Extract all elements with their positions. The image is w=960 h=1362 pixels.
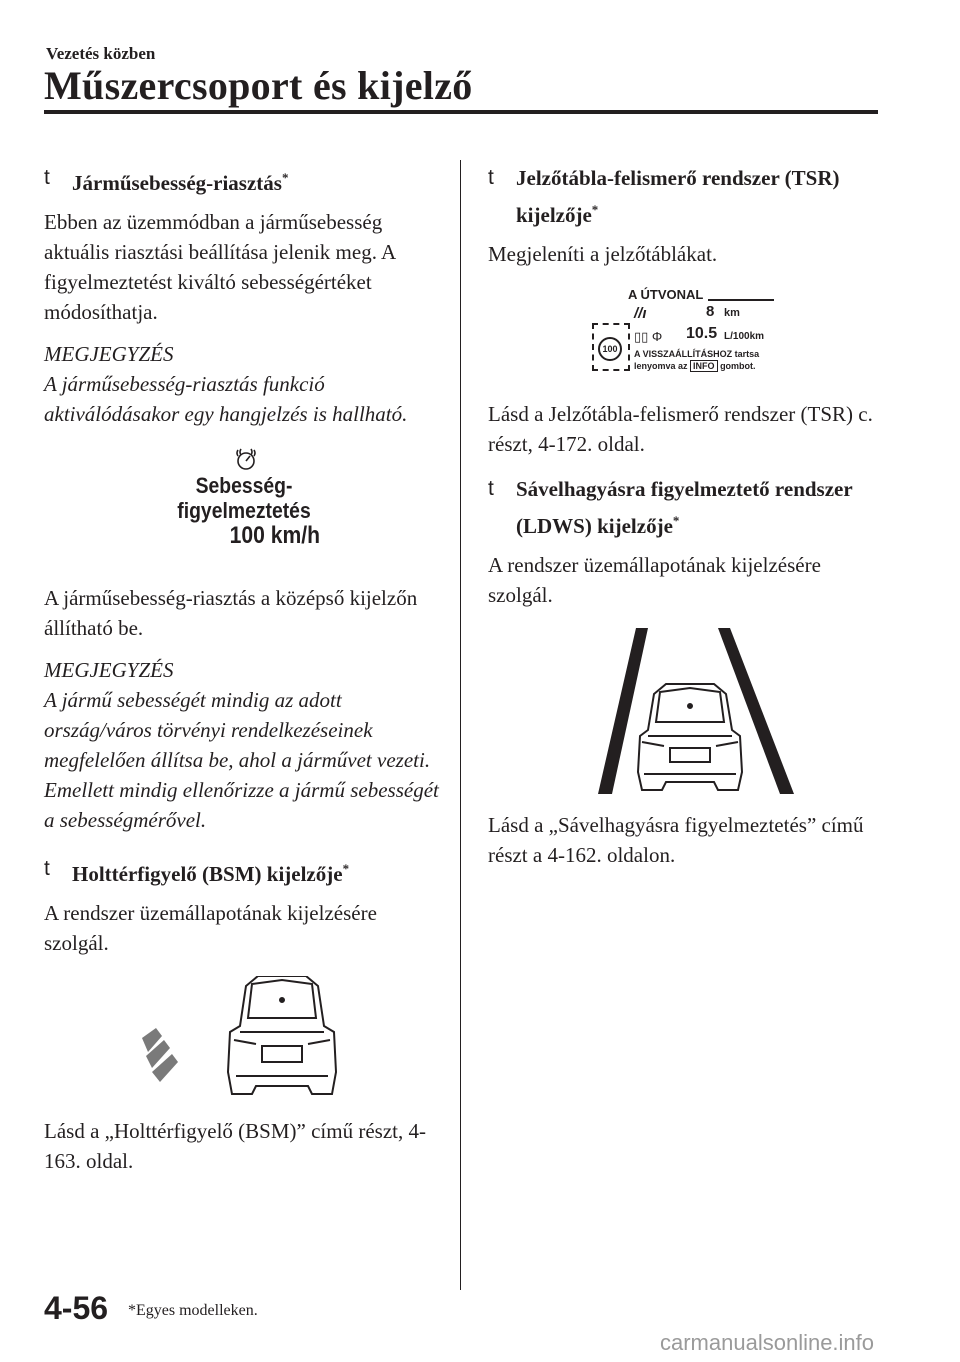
route-label: A ÚTVONAL — [628, 287, 704, 302]
bsm-figure — [44, 976, 444, 1104]
tsr-title: Jelzőtábla-felismerő rendszer (TSR) kijelzője — [516, 166, 840, 227]
reset-line2a: lenyomva az — [634, 361, 688, 371]
ldws-heading — [488, 473, 880, 542]
speed-alarm-text2: A járműsebesség-riasztás a középső kijelzőn állítható be. — [44, 586, 418, 640]
tsr-figure — [488, 287, 880, 387]
speed-alarm-figure — [44, 443, 444, 571]
consumption-unit: L/100km — [724, 331, 765, 342]
watermark: carmanualsonline.info — [660, 1330, 875, 1355]
reset-line2 — [634, 361, 756, 371]
ldws-lane-car-icon — [488, 622, 880, 798]
ldws-ref: Lásd a „Sávelhagyásra figyelmeztetés” című részt a 4-162. oldalon. — [488, 813, 864, 867]
speed-alarm-heading — [44, 162, 444, 199]
speed-alarm-line2: figyelmeztetés — [177, 498, 311, 523]
bullet-icon: t — [44, 166, 50, 189]
bullet-icon: t — [488, 477, 494, 500]
distance-unit: km — [724, 307, 740, 319]
distance-value: 8 — [706, 303, 715, 320]
ldws-title: Sávelhagyásra figyelmeztető rendszer (LDWS) kijelzője — [516, 477, 853, 538]
speed-alarm-line3: 100 km/h — [229, 522, 320, 549]
right-column — [488, 162, 880, 882]
note2-label: MEGJEGYZÉS — [44, 658, 174, 682]
bullet-icon: t — [488, 166, 494, 189]
tsr-text: Megjeleníti a jelzőtáblákat. — [488, 242, 718, 266]
tsr-heading — [488, 162, 880, 231]
reset-line1: A VISSZAÁLLÍTÁSHOZ tartsa — [634, 349, 760, 359]
speed-sign-icon: 100 — [598, 337, 622, 361]
asterisk: * — [672, 513, 680, 528]
asterisk: * — [281, 170, 289, 185]
tsr-ref: Lásd a Jelzőtábla-felismerő rendszer (TSR) c. részt, 4-172. oldal. — [488, 402, 873, 456]
route-underline — [708, 299, 774, 301]
ldws-figure — [488, 622, 880, 798]
asterisk: * — [342, 861, 350, 876]
note2-text: A jármű sebességét mindig az adott ország/város törvényi rendelkezéseinek megfelelően állítsa be, ahol a járművet vezeti. Emellett mindig ellenőrizze a jármű sebességét a sebességmérővel. — [44, 688, 439, 832]
footnote: *Egyes modelleken. — [128, 1302, 258, 1319]
left-column — [44, 162, 444, 1188]
column-divider — [460, 160, 461, 1290]
section-kicker: Vezetés közben — [46, 44, 156, 63]
info-button-icon: INFO — [690, 360, 718, 372]
speed-alarm-line1: Sebesség- — [195, 473, 293, 498]
road-icon: //ı — [634, 305, 647, 322]
note-text: A járműsebesség-riasztás funkció aktiválódásakor egy hangjelzés is hallható. — [44, 372, 408, 426]
title-rule — [44, 110, 878, 114]
speedometer-bell-icon — [44, 443, 444, 473]
bsm-title: Holttérfigyelő (BSM) kijelzője — [72, 862, 343, 886]
page-title: Műszercsoport és kijelző — [44, 63, 473, 108]
ldws-text: A rendszer üzemállapotának kijelzésére szolgál. — [488, 553, 821, 607]
bsm-car-icon — [44, 976, 444, 1104]
speed-alarm-text: Ebben az üzemmódban a járműsebesség aktuális riasztási beállítása jelenik meg. A figyelmeztetést kiváltó sebességértéket módosíthatja. — [44, 210, 396, 324]
bullet-icon: t — [44, 857, 50, 880]
bsm-text: A rendszer üzemállapotának kijelzésére szolgál. — [44, 901, 377, 955]
bsm-heading — [44, 853, 444, 890]
bsm-ref: Lásd a „Holttérfigyelő (BSM)” című részt, 4-163. oldal. — [44, 1119, 426, 1173]
consumption-value: 10.5 — [686, 325, 718, 342]
asterisk: * — [591, 202, 599, 217]
reset-line2b: gombot. — [720, 361, 756, 371]
fuel-icon: ▯▯ Φ — [634, 329, 663, 344]
page-number: 4-56 — [44, 1290, 109, 1326]
note-label: MEGJEGYZÉS — [44, 342, 174, 366]
speed-alarm-title: Járműsebesség-riasztás — [72, 171, 282, 195]
